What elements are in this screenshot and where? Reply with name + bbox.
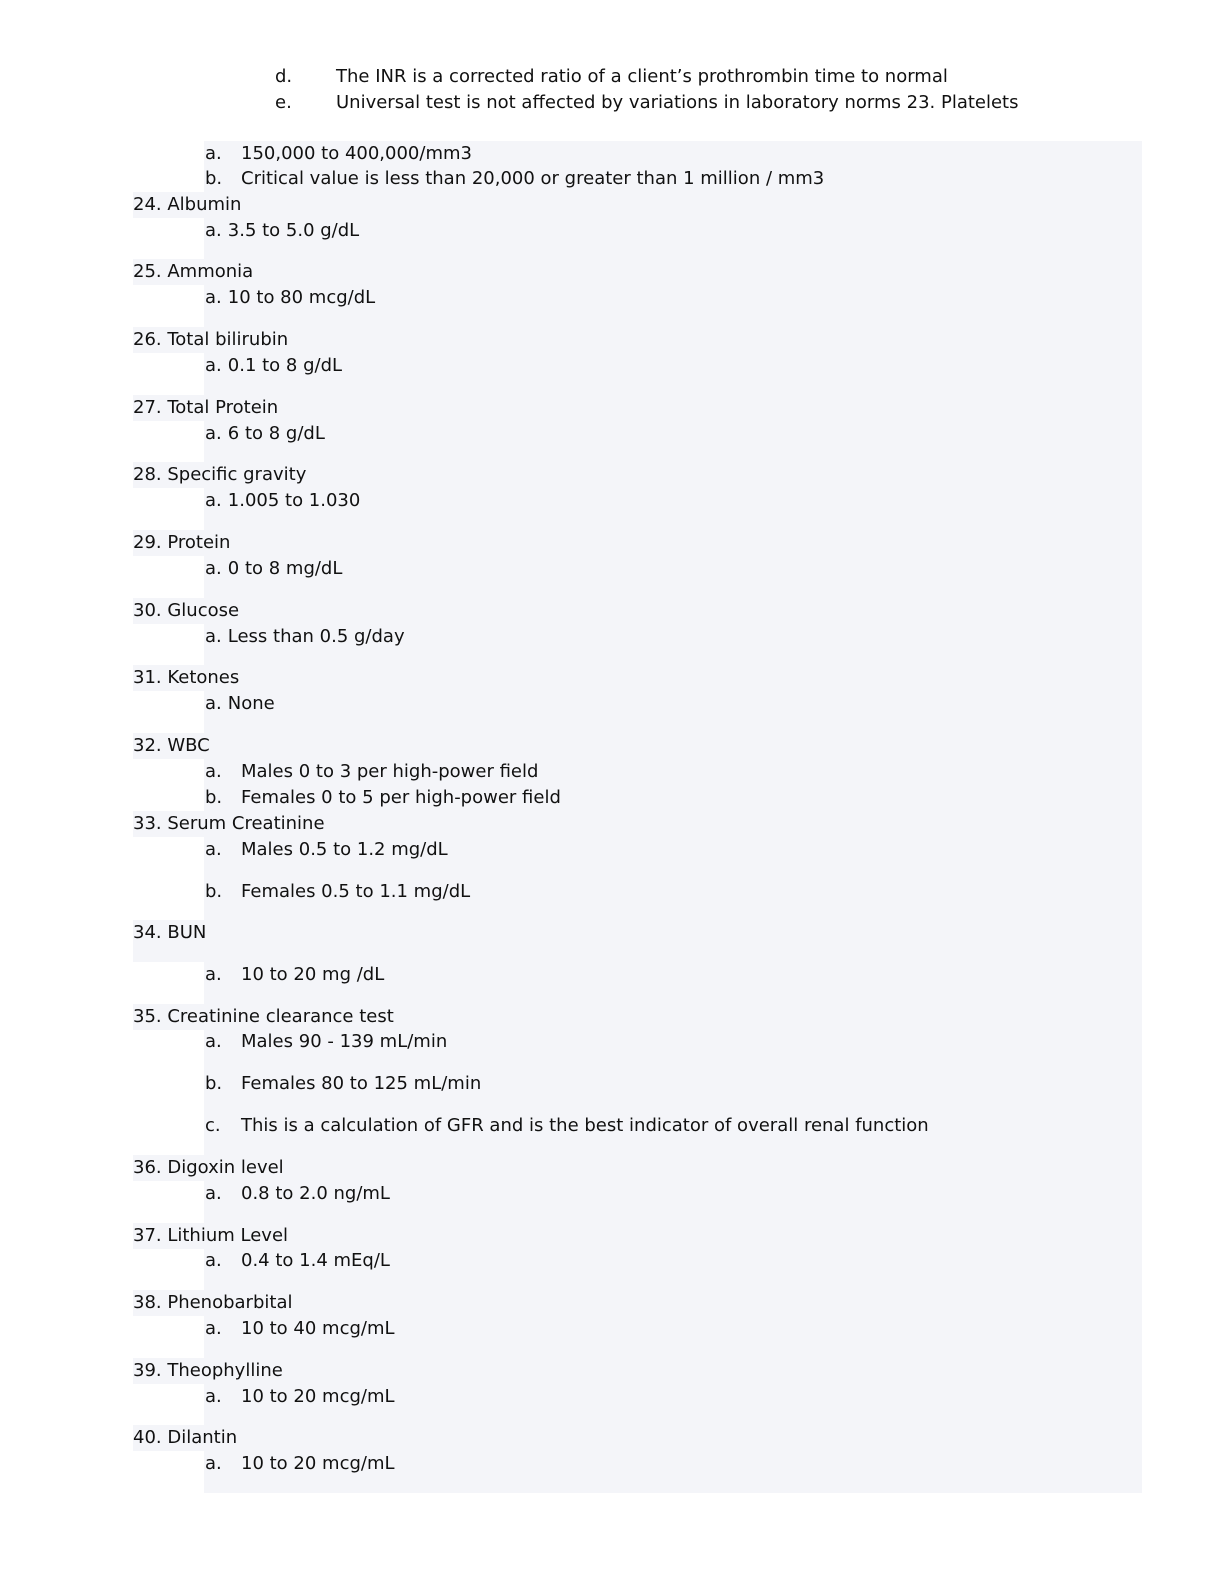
item-marker: a. bbox=[205, 1386, 222, 1407]
list-item bbox=[275, 64, 1019, 90]
item-marker: e. bbox=[275, 92, 292, 113]
item-marker: a. bbox=[205, 626, 222, 647]
item-text: None bbox=[227, 693, 275, 714]
item-marker: b. bbox=[205, 881, 223, 902]
list-item bbox=[205, 1248, 390, 1274]
item-text: 0.4 to 1.4 mEq/L bbox=[241, 1250, 390, 1271]
item-marker: a. bbox=[205, 964, 222, 985]
item-text: 0.1 to 8 g/dL bbox=[227, 355, 343, 376]
section-heading: 37. Lithium Level bbox=[133, 1223, 294, 1249]
list-item bbox=[205, 1181, 390, 1207]
section-heading: 28. Specific gravity bbox=[133, 462, 312, 488]
section-heading: 34. BUN bbox=[133, 920, 212, 962]
item-text: 150,000 to 400,000/mm3 bbox=[241, 143, 472, 164]
list-item bbox=[205, 218, 359, 244]
item-text: Males 0.5 to 1.2 mg/dL bbox=[241, 839, 448, 860]
content-panel bbox=[204, 141, 1142, 1493]
list-item bbox=[205, 837, 448, 863]
item-text: 3.5 to 5.0 g/dL bbox=[227, 220, 360, 241]
section-heading: 31. Ketones bbox=[133, 665, 245, 691]
section-heading: 39. Theophylline bbox=[133, 1358, 289, 1384]
section-heading: 24. Albumin bbox=[133, 192, 247, 218]
item-text: 6 to 8 g/dL bbox=[227, 423, 325, 444]
list-item bbox=[205, 759, 538, 785]
item-marker: a. bbox=[205, 761, 222, 782]
item-text: 10 to 80 mcg/dL bbox=[227, 287, 376, 308]
item-text: Females 0 to 5 per high-power field bbox=[241, 787, 561, 808]
item-marker: a. bbox=[205, 220, 222, 241]
list-item bbox=[205, 488, 360, 514]
item-marker: b. bbox=[205, 168, 223, 189]
item-marker: b. bbox=[205, 787, 223, 808]
item-marker: a. bbox=[205, 1031, 222, 1052]
item-text: The INR is a corrected ratio of a client’s prothrombin time to normal bbox=[336, 66, 948, 87]
item-marker: a. bbox=[205, 355, 222, 376]
item-marker: a. bbox=[205, 1250, 222, 1271]
item-text: 0 to 8 mg/dL bbox=[227, 558, 343, 579]
list-item bbox=[205, 1029, 447, 1055]
item-marker: d. bbox=[275, 66, 293, 87]
item-marker: a. bbox=[205, 423, 222, 444]
item-marker: a. bbox=[205, 1318, 222, 1339]
item-marker: c. bbox=[205, 1115, 221, 1136]
list-item bbox=[205, 691, 275, 717]
item-marker: a. bbox=[205, 143, 222, 164]
section-heading: 35. Creatinine clearance test bbox=[133, 1004, 400, 1030]
item-text: Females 80 to 125 mL/min bbox=[241, 1073, 482, 1094]
item-marker: a. bbox=[205, 287, 222, 308]
list-item bbox=[205, 141, 472, 167]
item-text: Males 90 - 139 mL/min bbox=[241, 1031, 448, 1052]
item-text: This is a calculation of GFR and is the best indicator of overall renal function bbox=[241, 1115, 929, 1136]
list-item bbox=[205, 421, 325, 447]
section-heading: 32. WBC bbox=[133, 733, 216, 759]
list-item bbox=[205, 1451, 395, 1477]
section-heading: 30. Glucose bbox=[133, 598, 245, 624]
section-heading: 36. Digoxin level bbox=[133, 1155, 290, 1181]
list-item bbox=[205, 962, 384, 988]
item-marker: a. bbox=[205, 693, 222, 714]
item-text: Universal test is not affected by variations in laboratory norms 23. Platelets bbox=[336, 92, 1019, 113]
item-text: Critical value is less than 20,000 or greater than 1 million / mm3 bbox=[241, 168, 825, 189]
list-item bbox=[205, 1384, 395, 1410]
item-marker: a. bbox=[205, 839, 222, 860]
item-text: 10 to 20 mcg/mL bbox=[241, 1386, 395, 1407]
section-heading: 33. Serum Creatinine bbox=[133, 811, 331, 837]
item-text: 10 to 40 mcg/mL bbox=[241, 1318, 395, 1339]
item-text: 0.8 to 2.0 ng/mL bbox=[241, 1183, 390, 1204]
item-marker: a. bbox=[205, 1453, 222, 1474]
list-item bbox=[205, 1071, 481, 1097]
item-marker: a. bbox=[205, 558, 222, 579]
list-item bbox=[205, 624, 405, 650]
top-list bbox=[275, 64, 1019, 116]
item-text: Females 0.5 to 1.1 mg/dL bbox=[241, 881, 471, 902]
section-heading: 27. Total Protein bbox=[133, 395, 284, 421]
list-item bbox=[205, 285, 375, 311]
item-text: 1.005 to 1.030 bbox=[227, 490, 361, 511]
list-item bbox=[205, 556, 342, 582]
list-item bbox=[205, 879, 470, 905]
list-item bbox=[275, 90, 1019, 116]
item-text: Males 0 to 3 per high-power field bbox=[241, 761, 539, 782]
section-heading: 29. Protein bbox=[133, 530, 236, 556]
list-item bbox=[205, 353, 342, 379]
section-heading: 38. Phenobarbital bbox=[133, 1290, 298, 1316]
item-text: Less than 0.5 g/day bbox=[227, 626, 405, 647]
list-item bbox=[205, 166, 824, 192]
list-item bbox=[205, 1113, 929, 1139]
item-marker: a. bbox=[205, 490, 222, 511]
section-heading: 25. Ammonia bbox=[133, 259, 259, 285]
item-marker: a. bbox=[205, 1183, 222, 1204]
section-heading: 40. Dilantin bbox=[133, 1425, 243, 1451]
section-heading: 26. Total bilirubin bbox=[133, 327, 294, 353]
item-text: 10 to 20 mg /dL bbox=[241, 964, 385, 985]
list-item bbox=[205, 785, 561, 811]
list-item bbox=[205, 1316, 395, 1342]
item-text: 10 to 20 mcg/mL bbox=[241, 1453, 395, 1474]
item-marker: b. bbox=[205, 1073, 223, 1094]
